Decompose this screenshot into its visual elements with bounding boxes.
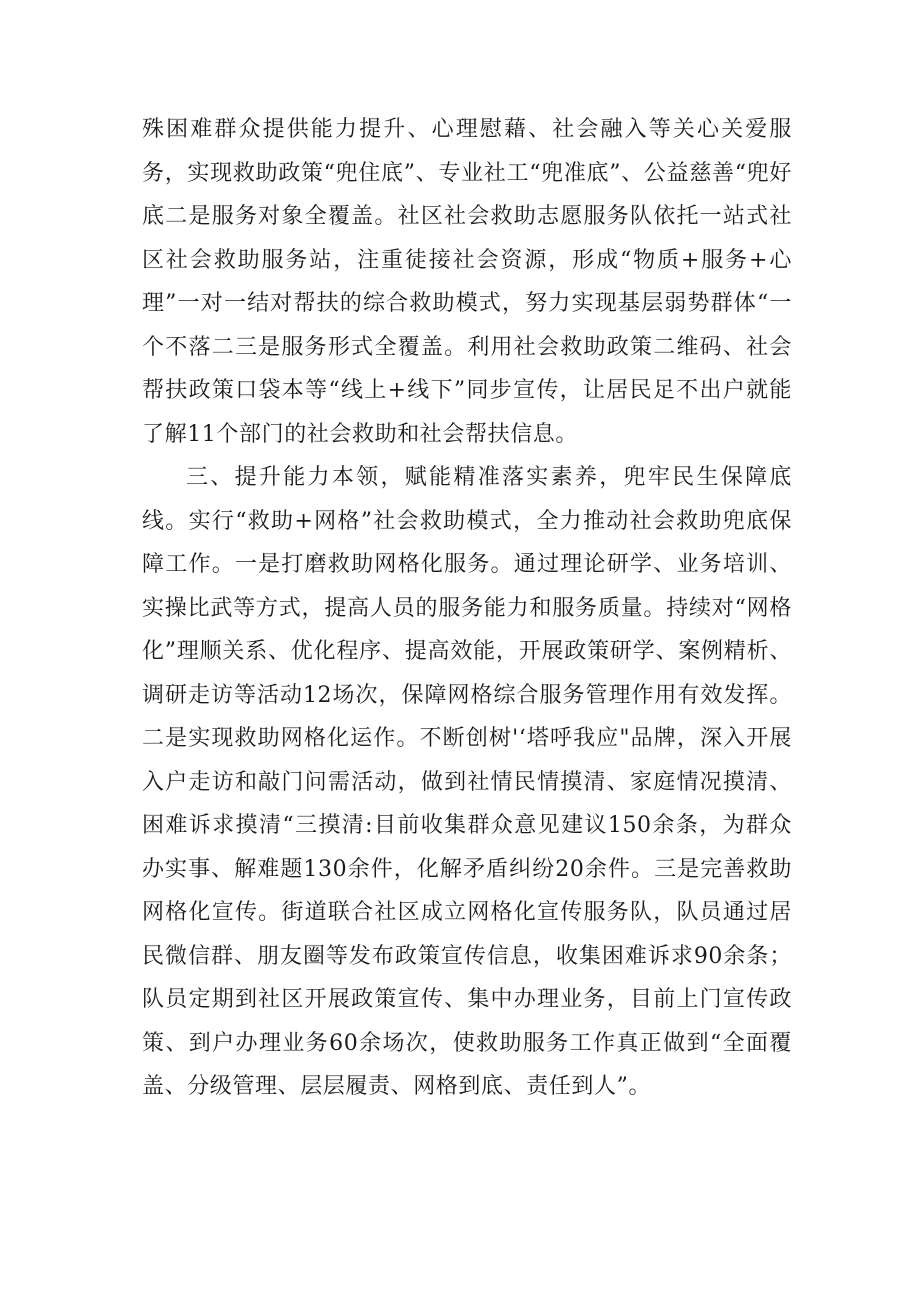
document-body (142, 108, 792, 1109)
body-paragraph-1: 殊困难群众提供能力提升、心理慰藉、社会融入等关心关爱服务，实现救助政策“兜住底”、专业社工“兜准底”、公益慈善“兜好底二是服务对象全覆盖。社区社会救助志愿服务队依托一站式社区社会救助服务站，注重徒接社会资源，形成“物质+服务+心理”一对一结对帮扶的综合救助模式，努力实现基层弱势群体“一个不落二三是服务形式全覆盖。利用社会救助政策二维码、社会帮扶政策口袋本等“线上+线下”同步宣传，让居民足不出户就能了解11个部门的社会救助和社会帮扶信息。 (142, 117, 792, 447)
body-paragraph-2: 三、提升能力本领，赋能精准落实素养，兜牢民生保障底线。实行“救助+网格”社会救助模式，全力推动社会救助兜底保障工作。一是打磨救助网格化服务。通过理论研学、业务培训、实操比武等方式，提高人员的服务能力和服务质量。持续对“网格化”理顺关系、优化程序、提高效能，开展政策研学、案例精析、调研走访等活动12场次，保障网格综合服务管理作用有效发挥。二是实现救助网格化运作。不断创树'‘塔呼我应"品牌，深入开展入户走访和敲门问需活动，做到社情民情摸清、家庭情况摸清、困难诉求摸清“三摸清:目前收集群众意见建议150余条，为群众办实事、解难题130余件，化解矛盾纠纷20余件。三是完善救助网格化宣传。街道联合社区成立网格化宣传服务队，队员通过居民微信群、朋友圈等发布政策宣传信息，收集困难诉求90余条；队员定期到社区开展政策宣传、集中办理业务，目前上门宣传政策、到户办理业务60余场次，使救助服务工作真正做到“全面覆盖、分级管理、层层履责、网格到底、责任到人”。 (142, 465, 792, 1099)
